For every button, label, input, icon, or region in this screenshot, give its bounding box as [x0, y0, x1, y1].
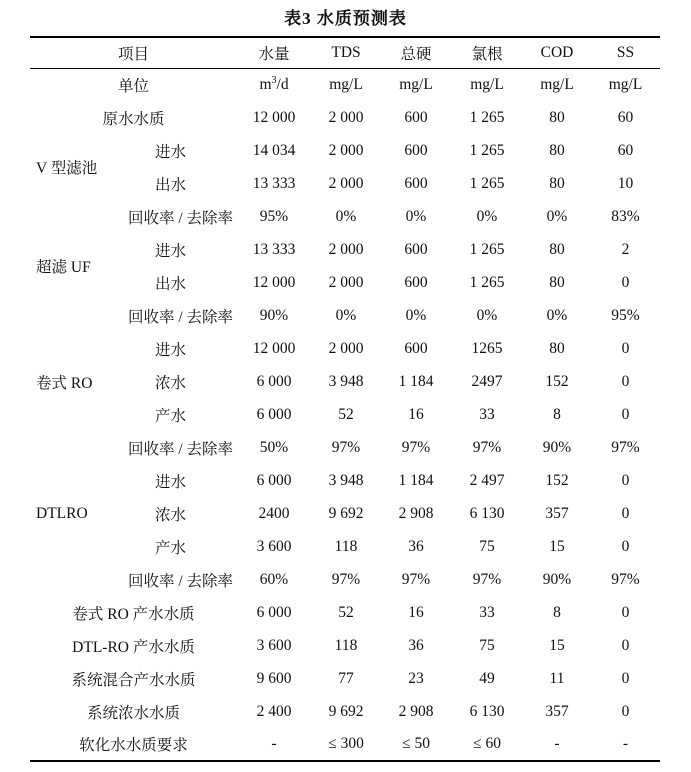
- row-label: 产水: [155, 539, 187, 557]
- cell-tds: 9 692: [328, 504, 364, 522]
- header-tds: TDS: [311, 37, 381, 68]
- table-row: [30, 431, 660, 464]
- cell-hardness: 0%: [405, 306, 427, 324]
- group-label: DTLRO: [36, 504, 88, 522]
- units-label: 单位: [118, 77, 150, 95]
- cell-tds: 97%: [331, 438, 361, 456]
- cell-chloride: 49: [479, 669, 495, 687]
- cell-cod: 15: [549, 537, 565, 555]
- table-row: [30, 299, 660, 332]
- cell-tds: 52: [338, 603, 354, 621]
- table-row: [30, 662, 660, 695]
- cell-tds: ≤ 300: [311, 728, 381, 761]
- row-label: DTL-RO 产水水质: [72, 638, 195, 656]
- cell-hardness: 2 908: [398, 504, 434, 522]
- row-label: 回收率 / 去除率: [127, 440, 234, 458]
- table-row: [30, 596, 660, 629]
- cell-chloride: 33: [479, 405, 495, 423]
- cell-flow: 14 034: [252, 141, 296, 159]
- table-row: [30, 497, 660, 530]
- table-row: [30, 134, 660, 167]
- cell-flow: 12 000: [252, 108, 296, 126]
- cell-hardness: 600: [404, 339, 428, 357]
- cell-hardness: 600: [404, 273, 428, 291]
- cell-chloride: ≤ 60: [451, 728, 523, 761]
- cell-chloride: 97%: [472, 438, 502, 456]
- cell-cod: 0%: [546, 207, 568, 225]
- cell-chloride: 2 497: [469, 471, 505, 489]
- cell-ss: 95%: [611, 306, 640, 324]
- cell-tds: 9 692: [328, 702, 364, 720]
- row-label: 进水: [155, 242, 187, 260]
- cell-cod: 80: [549, 339, 565, 357]
- cell-tds: 2 000: [328, 141, 364, 159]
- cell-cod: 80: [549, 141, 565, 159]
- cell-flow: 3 600: [256, 636, 292, 654]
- cell-ss: 83%: [611, 207, 640, 225]
- cell-flow: 6 000: [256, 603, 292, 621]
- unit-flow-sup: 3: [271, 74, 277, 86]
- cell-tds: 0%: [335, 306, 357, 324]
- table-row: [30, 233, 660, 266]
- cell-tds: 118: [334, 636, 358, 654]
- cell-tds: 77: [338, 669, 354, 687]
- cell-ss: 0: [621, 339, 630, 357]
- cell-ss: -: [591, 728, 660, 761]
- cell-flow: 12 000: [252, 339, 296, 357]
- row-label: 进水: [155, 143, 187, 161]
- cell-chloride: 6 130: [469, 702, 505, 720]
- cell-hardness: 600: [404, 108, 428, 126]
- row-label: 产水: [155, 407, 187, 425]
- cell-hardness: 1 184: [398, 372, 434, 390]
- cell-tds: 2 000: [328, 174, 364, 192]
- cell-cod: 8: [553, 603, 561, 621]
- cell-tds: 52: [338, 405, 354, 423]
- row-label: 进水: [155, 341, 187, 359]
- row-label: 回收率 / 去除率: [127, 308, 234, 326]
- cell-tds: 2 000: [328, 339, 364, 357]
- cell-ss: 0: [621, 471, 630, 489]
- cell-chloride: 6 130: [469, 504, 505, 522]
- cell-ss: 0: [621, 603, 630, 621]
- cell-ss: 97%: [611, 570, 640, 588]
- cell-chloride: 0%: [476, 306, 498, 324]
- table-row: [30, 695, 660, 728]
- header-flow: 水量: [237, 37, 311, 68]
- cell-cod: 80: [549, 273, 565, 291]
- unit-flow-base: m: [259, 75, 272, 93]
- cell-chloride: 1 265: [469, 108, 505, 126]
- unit-hardness: mg/L: [399, 75, 433, 93]
- cell-chloride: 33: [479, 603, 495, 621]
- cell-hardness: 16: [408, 603, 424, 621]
- cell-tds: 0%: [335, 207, 357, 225]
- cell-cod: 8: [553, 405, 561, 423]
- unit-tds: mg/L: [329, 75, 363, 93]
- cell-flow: 95%: [259, 207, 289, 225]
- cell-hardness: 97%: [401, 438, 431, 456]
- header-chloride: 氯根: [451, 37, 523, 68]
- cell-chloride: 1265: [471, 339, 503, 357]
- cell-ss: 0: [621, 702, 630, 720]
- table-row: [30, 530, 660, 563]
- units-row: [30, 68, 660, 101]
- table-row: [30, 398, 660, 431]
- cell-hardness: 600: [404, 174, 428, 192]
- cell-flow: 2400: [258, 504, 290, 522]
- row-label: 系统混合产水水质: [71, 671, 196, 689]
- cell-cod: 90%: [542, 570, 572, 588]
- unit-chloride: mg/L: [470, 75, 504, 93]
- group-label: 卷式 RO: [36, 374, 93, 392]
- table-row: [30, 629, 660, 662]
- row-label: 出水: [155, 176, 187, 194]
- cell-cod: 357: [545, 702, 569, 720]
- row-label: 卷式 RO 产水水质: [72, 605, 195, 623]
- table-title: 表3 水质预测表: [284, 9, 407, 28]
- cell-hardness: 1 184: [398, 471, 434, 489]
- cell-ss: 60: [617, 108, 634, 126]
- cell-chloride: 1 265: [469, 174, 505, 192]
- unit-flow-suffix: /d: [276, 75, 289, 93]
- table-body: [30, 68, 660, 761]
- cell-chloride: 1 265: [469, 141, 505, 159]
- cell-flow: -: [237, 728, 311, 761]
- cell-hardness: 97%: [401, 570, 431, 588]
- cell-tds: 3 948: [328, 372, 364, 390]
- row-label: 进水: [155, 473, 187, 491]
- row-label: 浓水: [155, 506, 187, 524]
- table-row: [30, 332, 660, 365]
- cell-flow: 13 333: [252, 240, 296, 258]
- cell-ss: 0: [621, 405, 630, 423]
- cell-chloride: 75: [479, 636, 495, 654]
- cell-hardness: ≤ 50: [381, 728, 451, 761]
- cell-tds: 3 948: [328, 471, 364, 489]
- cell-cod: 80: [549, 108, 565, 126]
- cell-flow: 2 400: [256, 702, 292, 720]
- group-label: 超滤 UF: [36, 259, 91, 276]
- cell-chloride: 75: [479, 537, 495, 555]
- cell-ss: 60: [617, 141, 634, 159]
- cell-tds: 2 000: [328, 240, 364, 258]
- cell-flow: 12 000: [252, 273, 296, 291]
- header-ss: SS: [591, 37, 660, 68]
- cell-chloride: 1 265: [469, 240, 505, 258]
- cell-tds: 2 000: [328, 108, 364, 126]
- cell-cod: 90%: [542, 438, 572, 456]
- water-quality-table: [30, 36, 660, 762]
- cell-hardness: 600: [404, 141, 428, 159]
- row-label: 原水水质: [102, 110, 165, 128]
- cell-cod: 80: [549, 240, 565, 258]
- cell-flow: 6 000: [256, 471, 292, 489]
- row-label: 回收率 / 去除率: [127, 209, 234, 227]
- row-label: 软化水水质要求: [30, 728, 237, 761]
- row-label: 回收率 / 去除率: [127, 572, 234, 590]
- cell-cod: 15: [549, 636, 565, 654]
- table-row: [30, 365, 660, 398]
- cell-tds: 97%: [331, 570, 361, 588]
- group-label: V 型滤池: [36, 160, 98, 177]
- table-row: [30, 200, 660, 233]
- cell-flow: 90%: [259, 306, 289, 324]
- table-row: [30, 101, 660, 134]
- header-item: 项目: [30, 37, 237, 68]
- cell-cod: -: [523, 728, 591, 761]
- cell-ss: 0: [621, 636, 630, 654]
- cell-chloride: 97%: [472, 570, 502, 588]
- row-label: 出水: [155, 275, 187, 293]
- cell-cod: 80: [549, 174, 565, 192]
- table-row: [30, 563, 660, 596]
- cell-flow: 9 600: [256, 669, 292, 687]
- cell-flow: 6 000: [256, 405, 292, 423]
- cell-ss: 0: [621, 504, 630, 522]
- cell-ss: 0: [621, 669, 630, 687]
- cell-ss: 2: [621, 240, 630, 258]
- row-label: 浓水: [155, 374, 187, 392]
- cell-tds: 2 000: [328, 273, 364, 291]
- header-row: [30, 37, 660, 68]
- cell-hardness: 2 908: [398, 702, 434, 720]
- cell-hardness: 36: [408, 636, 424, 654]
- cell-ss: 0: [621, 372, 630, 390]
- cell-cod: 357: [545, 504, 569, 522]
- cell-hardness: 0%: [405, 207, 427, 225]
- cell-chloride: 1 265: [469, 273, 505, 291]
- cell-ss: 97%: [611, 438, 640, 456]
- cell-tds: 118: [334, 537, 358, 555]
- cell-cod: 11: [549, 669, 565, 687]
- unit-flow: [237, 68, 311, 101]
- table-row: [30, 167, 660, 200]
- cell-chloride: 2497: [471, 372, 503, 390]
- cell-chloride: 0%: [476, 207, 498, 225]
- cell-hardness: 23: [408, 669, 424, 687]
- cell-cod: 0%: [546, 306, 568, 324]
- unit-cod: mg/L: [540, 75, 574, 93]
- unit-ss: mg/L: [608, 75, 643, 93]
- cell-ss: 10: [617, 174, 634, 192]
- cell-cod: 152: [545, 471, 569, 489]
- header-cod: COD: [523, 37, 591, 68]
- cell-flow: 13 333: [252, 174, 296, 192]
- cell-ss: 0: [621, 273, 630, 291]
- cell-flow: 60%: [259, 570, 289, 588]
- row-label: 系统浓水水质: [87, 704, 181, 722]
- cell-flow: 3 600: [256, 537, 292, 555]
- cell-hardness: 36: [408, 537, 424, 555]
- table-row: [30, 728, 660, 761]
- cell-hardness: 16: [408, 405, 424, 423]
- cell-hardness: 600: [404, 240, 428, 258]
- cell-flow: 50%: [259, 438, 289, 456]
- cell-flow: 6 000: [256, 372, 292, 390]
- table-row: [30, 266, 660, 299]
- cell-cod: 152: [545, 372, 569, 390]
- table-row: [30, 464, 660, 497]
- header-hardness: 总硬: [381, 37, 451, 68]
- cell-ss: 0: [621, 537, 630, 555]
